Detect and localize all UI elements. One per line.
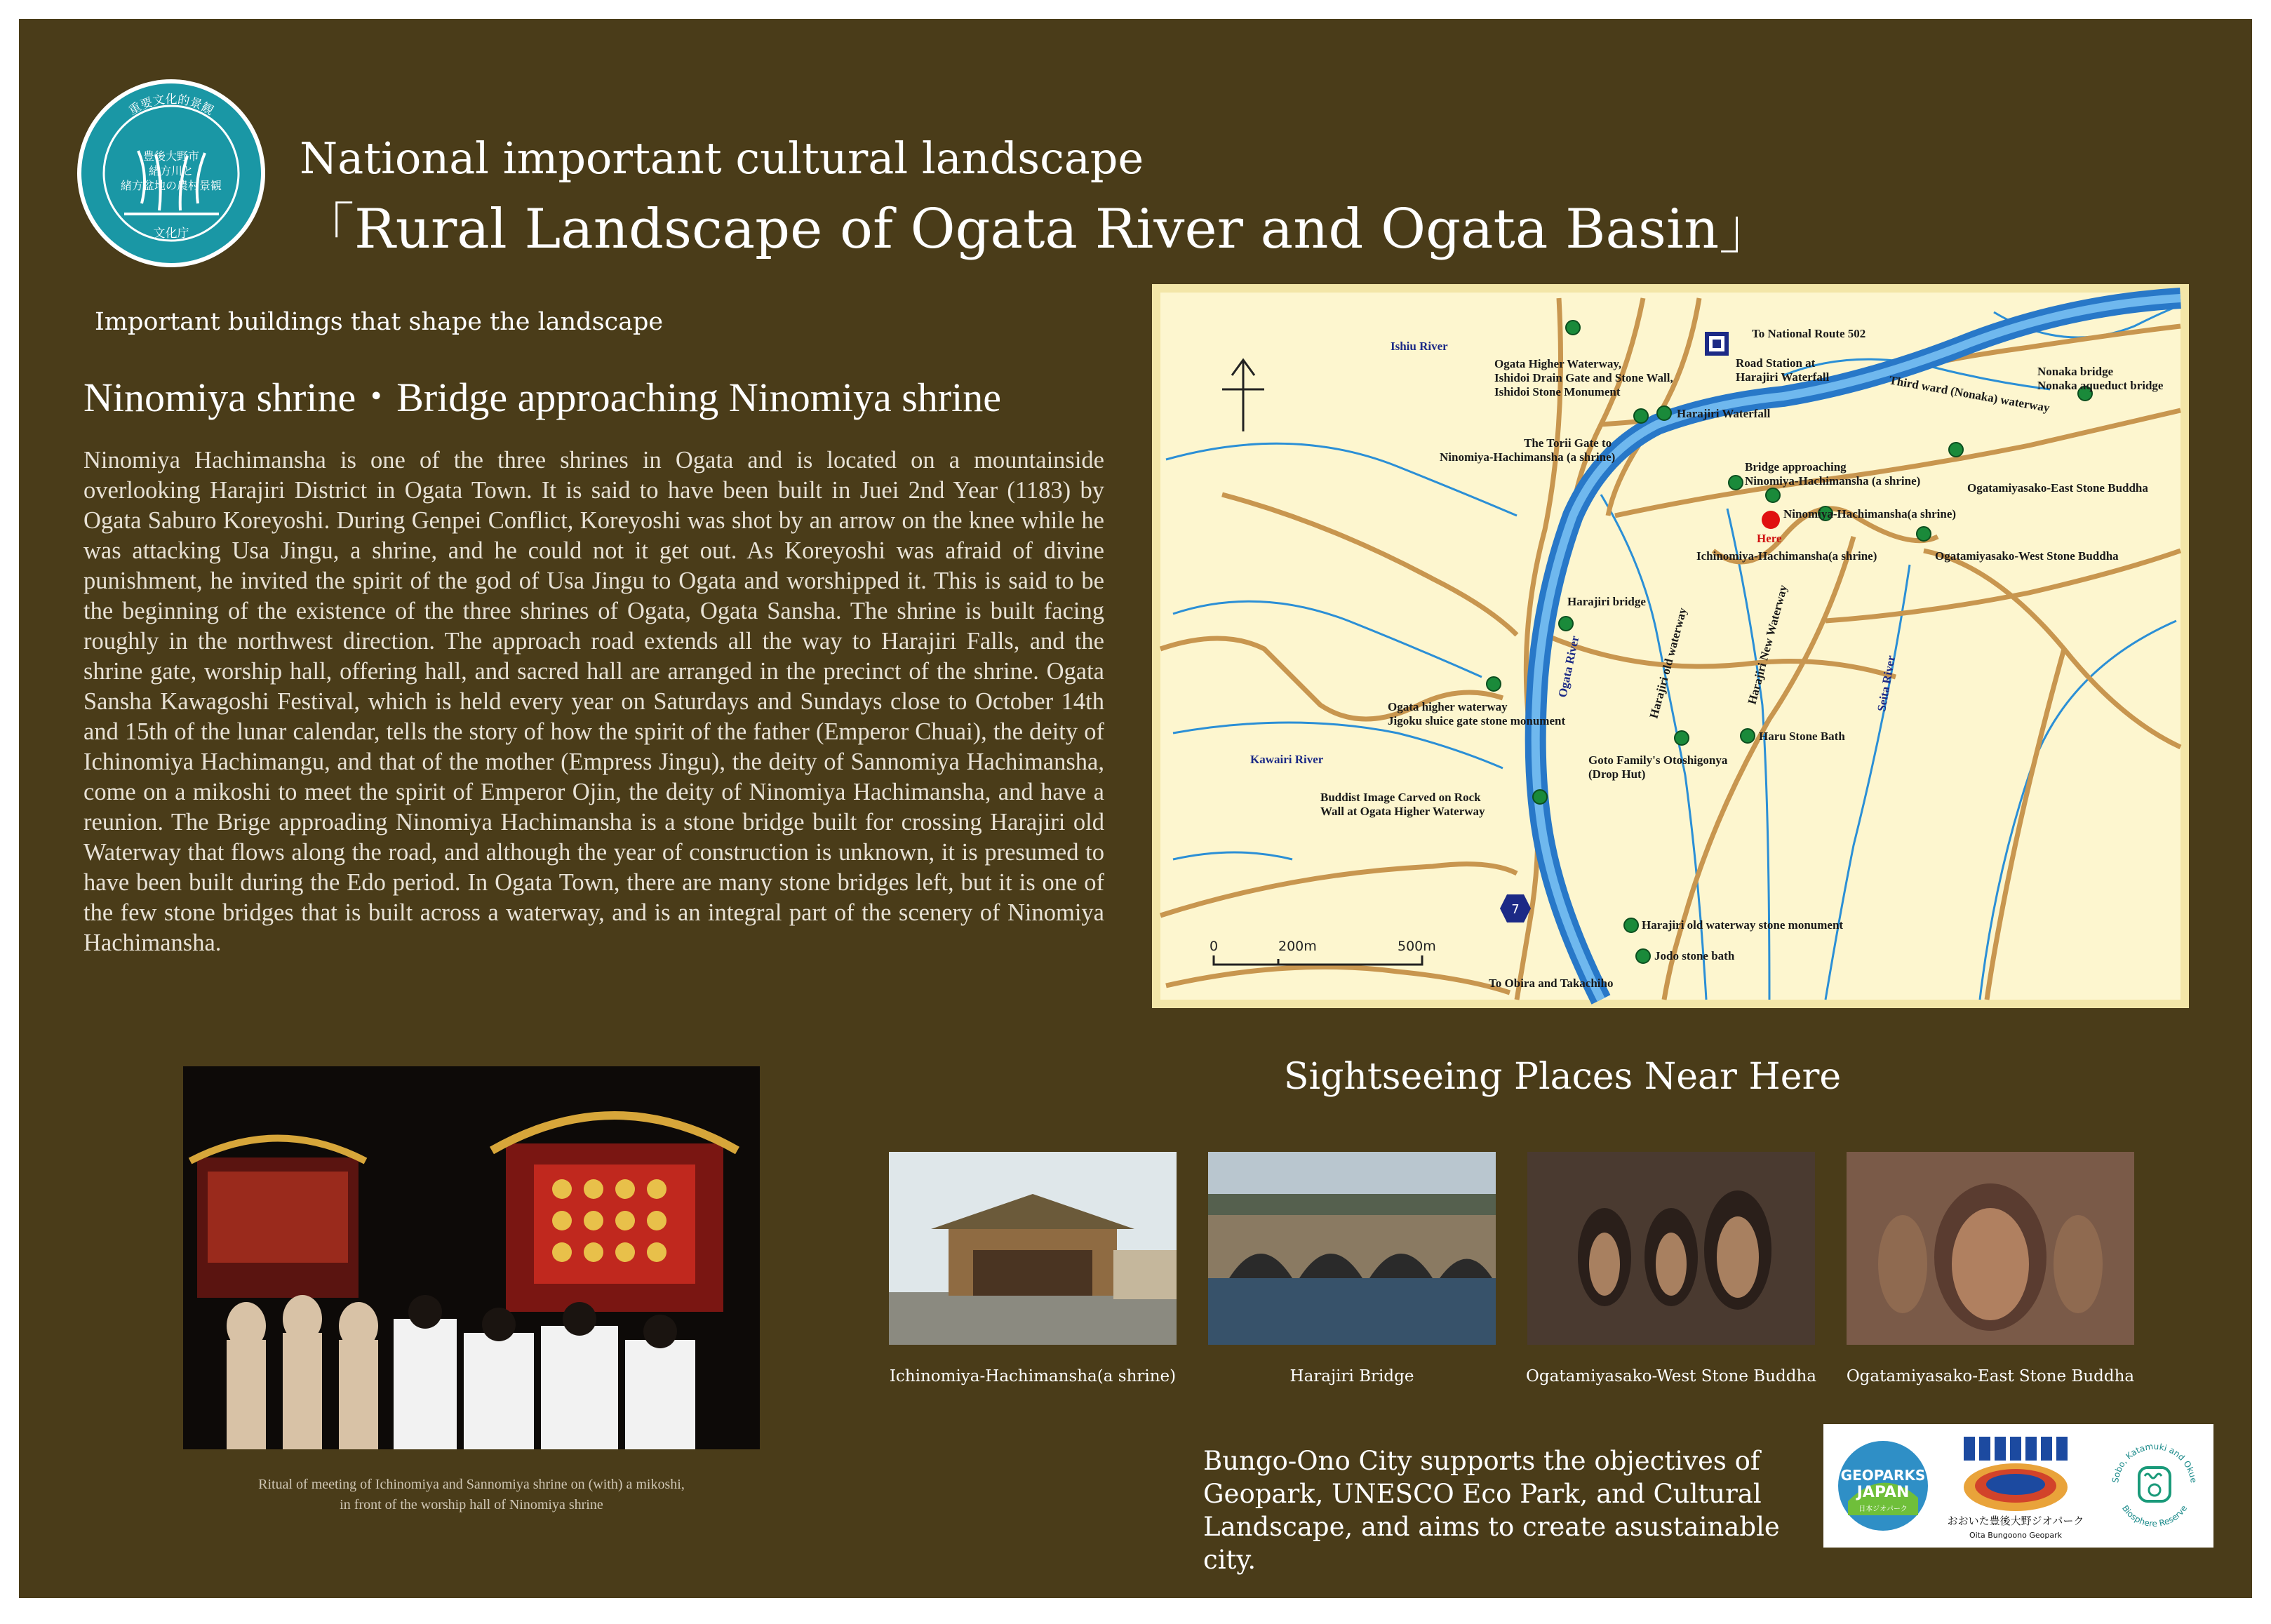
thumb-ichinomiya: [889, 1152, 1177, 1345]
label-torii-2: Ninomiya-Hachimansha (a shrine): [1440, 450, 1616, 464]
thumb-harajiri-bridge: [1208, 1152, 1496, 1345]
area-map: [1152, 284, 2189, 1008]
scale-label-500: 500m: [1398, 939, 1436, 954]
support-line3: Landscape, and aims to create asustainable city.: [1203, 1512, 1780, 1575]
marker-harajiri-waterfall: [1657, 406, 1671, 420]
label-ninomiya: Ninomiya-Hachimansha(a shrine): [1783, 507, 1957, 521]
city-support-statement: [1203, 1444, 1835, 1576]
label-west-buddha: Ogatamiyasako-West Stone Buddha: [1935, 549, 2119, 563]
label-goto-1: Goto Family's Otoshigonya: [1588, 753, 1728, 767]
information-board: [19, 19, 2252, 1598]
thumb-label-ichinomiya: Ichinomiya-Hachimansha(a shrine): [889, 1367, 1177, 1385]
thumb-label-west-buddha: Ogatamiyasako-West Stone Buddha: [1526, 1367, 1816, 1385]
label-road-station-1: Road Station at: [1736, 356, 1816, 370]
marker-ninomiya: [1766, 488, 1780, 502]
marker-goto-family: [1675, 731, 1689, 745]
label-higher-jigoku-1: Ogata higher waterway: [1388, 700, 1508, 713]
geoparks-japan-logo: [1838, 1441, 1928, 1531]
sightseeing-title: Sightseeing Places Near Here: [1283, 1056, 1842, 1098]
geoparks-text1: GEOPARKS: [1840, 1467, 1926, 1484]
section-body-text: Ninomiya Hachimansha is one of the three shrines in Ogata and is located on a mountainside overlooking Harajiri District in Ogata Town. It is said to have been built in Juei 2nd Year (1183) by Ogata Saburo Koreyoshi. During Genpei Conflict, Koreyoshi was shot by an arrow on the knee while he was attacking Usa Jingu, a shrine, and he could not it get out. As Koreyoshi was afraid of divine punishment, he invited the spirit of the god of Usa Jingu to Ogata and worshipped it. This is said to be the beginning of the existence of the three shrines of Ogata, Ogata Sansha. The shrine is built facing roughly in the northwest direction. The approach road extends all the way to Harajiri Falls, and the shrine gate, worship hall, offering hall, and sacred hall are arranged in the precinct of the shrine. Ogata Sansha Kawagoshi Festival, which is held every year on Saturdays and Sundays close to October 14th and 15th of the lunar calendar, tells the story of how the spirit of the father (Emperor Chuai), the deity of Ichinomiya Hachimangu, and that of the mother (Empress Jingu), the deity of Sannomiya Hachimansha, come on a mikoshi to meet the spirit of Emperor Ojin, the deity of Ninomiya Hachimansha, and have a reunion. The Brige approading Ninomiya Hachimansha is a stone bridge built for crossing Harajiri old Waterway that flows along the road, and although the year of construction is unknown, it is presumed to have been built during the Edo period. In Ogata Town, there are many stone bridges left, but it is one of the few stone bridges that is built across a waterway, and is an integral part of the scenery of Ninomiya Hachimansha.: [83, 447, 1104, 956]
label-higher-waterway-1: Ogata Higher Waterway,: [1494, 357, 1622, 370]
support-line2: Geopark, UNESCO Eco Park, and Cultural: [1203, 1479, 1762, 1509]
label-nonaka-2: Nonaka aqueduct bridge: [2037, 379, 2164, 392]
seal-top-text: 重要文化的景観: [126, 93, 216, 119]
thumb-label-east-buddha: Ogatamiyasako-East Stone Buddha: [1846, 1367, 2135, 1385]
festival-participants: [227, 1295, 378, 1449]
label-new-waterway: Harajiri New Waterway: [1745, 583, 1790, 706]
biosphere-arc2: Biosphere Reserve: [2119, 1503, 2190, 1529]
label-nonaka-1: Nonaka bridge: [2037, 365, 2114, 378]
label-higher-waterway-3: Ishidoi Stone Monument: [1494, 385, 1621, 398]
photo-caption-line1: Ritual of meeting of Ichinomiya and Sannomiya shrine on (with) a mikoshi,: [258, 1477, 685, 1492]
marker-old-waterway-monument: [1624, 918, 1638, 932]
bungoono-geopark-logo: [1948, 1437, 2084, 1540]
label-haru-bath: Haru Stone Bath: [1759, 730, 1845, 743]
scale-label-200: 200m: [1278, 939, 1317, 954]
partner-logos: [1823, 1424, 2213, 1548]
label-buddhist-2: Wall at Ogata Higher Waterway: [1320, 805, 1485, 818]
label-jodo-bath: Jodo stone bath: [1654, 949, 1735, 962]
geoparks-text3: 日本ジオパーク: [1858, 1505, 1908, 1513]
label-route-502: To National Route 502: [1752, 327, 1866, 340]
label-old-monument: Harajiri old waterway stone monument: [1642, 918, 1844, 932]
label-seita-river: Seita River: [1875, 654, 1898, 713]
photo-caption-line2: in front of the worship hall of Ninomiya shrine: [340, 1497, 603, 1512]
bungoono-text1: おおいた豊後大野ジオパーク: [1947, 1515, 2084, 1527]
label-third-ward: Third ward (Nonaka) waterway: [1888, 373, 2051, 415]
label-ogata-river: Ogata River: [1555, 634, 1582, 699]
label-east-buddha: Ogatamiyasako-East Stone Buddha: [1967, 481, 2148, 495]
label-kawairi-river: Kawairi River: [1250, 753, 1324, 766]
thumb-label-harajiri-bridge: Harajiri Bridge: [1289, 1367, 1414, 1385]
festival-photo: [183, 1066, 760, 1449]
bungoono-text2: Oita Bungoono Geopark: [1969, 1531, 2063, 1540]
thumb-west-buddha: [1527, 1152, 1815, 1345]
biosphere-arc1: Sobo, Katamuki and Okue: [2110, 1441, 2199, 1484]
label-torii-1: The Torii Gate to: [1524, 436, 1612, 450]
marker-ogata-higher-waterway: [1566, 321, 1580, 335]
marker-west-buddha: [1917, 527, 1931, 541]
label-ichinomiya: Ichinomiya-Hachimansha(a shrine): [1696, 549, 1877, 563]
seal-bottom-text: 文化庁: [153, 227, 189, 241]
photo-caption: [159, 1475, 784, 1515]
marker-east-buddha: [1949, 443, 1963, 457]
label-bridge-approach-1: Bridge approaching: [1745, 460, 1847, 474]
label-bridge-approach-2: Ninomiya-Hachimansha (a shrine): [1745, 474, 1921, 488]
route-7-label: 7: [1511, 902, 1520, 917]
label-higher-waterway-2: Ishidoi Drain Gate and Stone Wall,: [1494, 371, 1673, 384]
seal-center-line2: 緒方川と: [148, 164, 194, 177]
label-road-station-2: Harajiri Waterfall: [1736, 370, 1830, 384]
section-subheading: Important buildings that shape the landscape: [95, 308, 664, 336]
label-harajiri-bridge: Harajiri bridge: [1567, 595, 1646, 608]
marker-jigoku-sluice: [1487, 677, 1501, 691]
section-heading: Ninomiya shrine・Bridge approaching Ninomiya shrine: [83, 375, 1001, 420]
label-buddhist-1: Buddist Image Carved on Rock: [1320, 791, 1481, 804]
page-title-line2: 「Rural Landscape of Ogata River and Ogata Basin」: [300, 198, 1774, 261]
seal-center-line1: 豊後大野市: [142, 149, 200, 163]
marker-you-are-here: [1762, 511, 1780, 529]
label-obira: To Obira and Takachiho: [1489, 977, 1614, 990]
marker-buddhist-image: [1533, 790, 1547, 804]
label-goto-2: (Drop Hut): [1588, 767, 1646, 781]
scale-label-0: 0: [1210, 939, 1219, 954]
page-title-line1: National important cultural landscape: [300, 133, 1144, 184]
marker-harajiri-bridge: [1559, 617, 1573, 631]
marker-torii-gate: [1634, 409, 1648, 423]
cultural-landscape-seal: [75, 77, 268, 270]
label-harajiri-waterfall: Harajiri Waterfall: [1677, 407, 1771, 420]
thumb-east-buddha: [1847, 1152, 2134, 1345]
seal-center-line3: 緒方盆地の農村景観: [120, 179, 222, 192]
road-station-icon: [1705, 332, 1729, 356]
label-ishiu-river: Ishiu River: [1391, 340, 1448, 353]
marker-jodo-stone-bath: [1636, 949, 1650, 963]
label-here: Here: [1757, 532, 1782, 545]
marker-bridge-approaching: [1729, 476, 1743, 490]
geoparks-text2: JAPAN: [1856, 1484, 1910, 1501]
support-line1: Bungo-Ono City supports the objectives of: [1203, 1446, 1760, 1476]
label-higher-jigoku-2: Jigoku sluice gate stone monument: [1388, 714, 1566, 727]
label-old-waterway: Harajiri old waterway: [1647, 606, 1689, 720]
marker-haru-stone-bath: [1741, 729, 1755, 743]
